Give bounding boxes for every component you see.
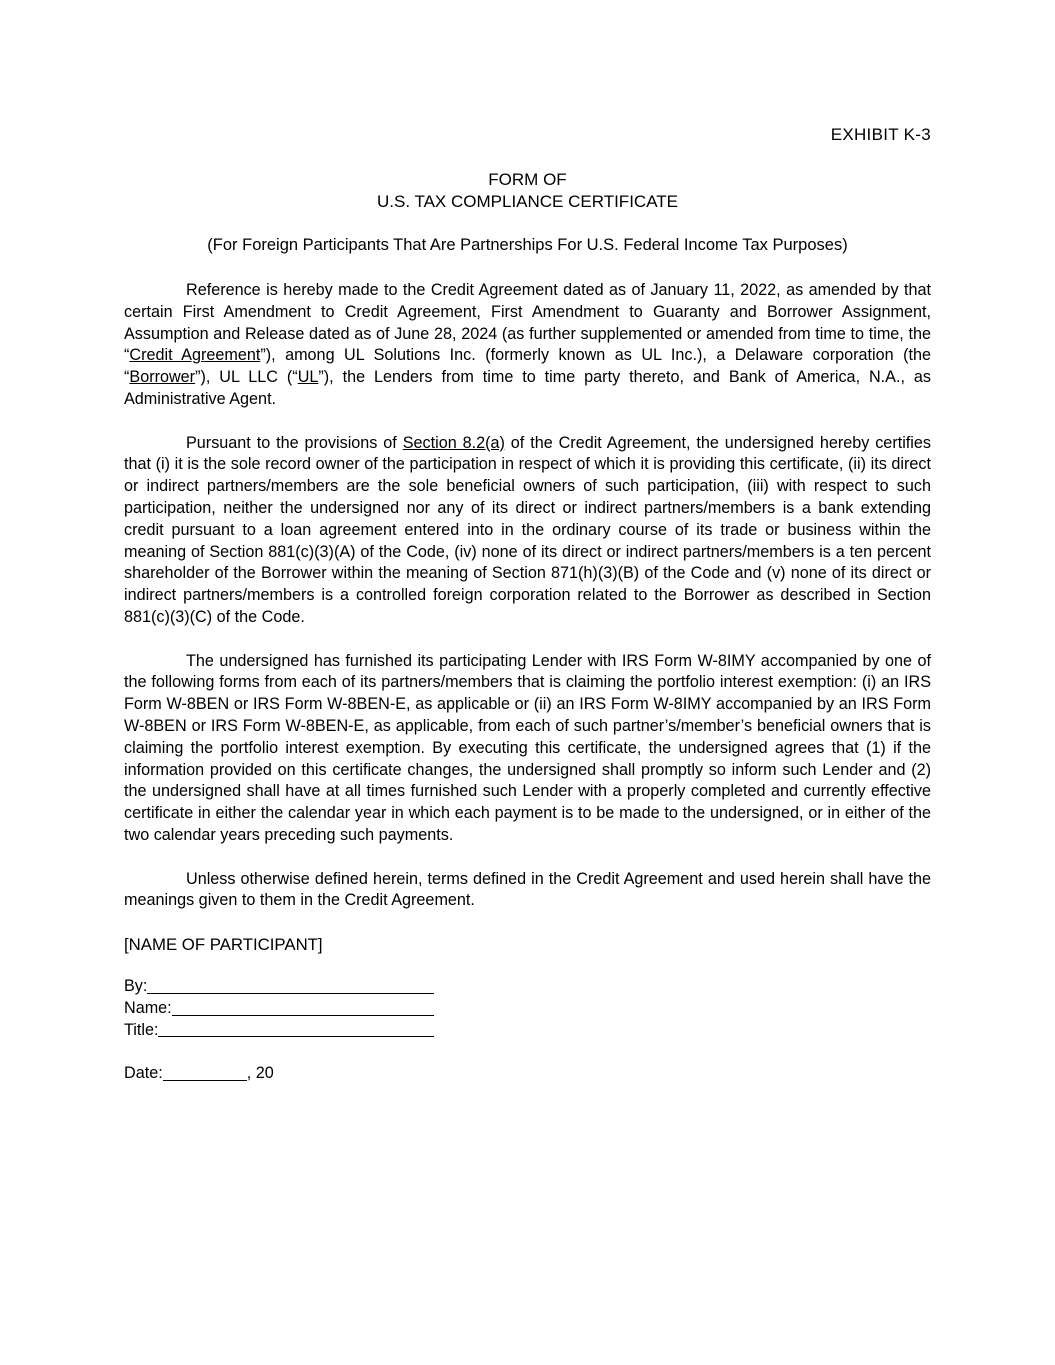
paragraph-reference [124,280,931,411]
date-label: Date: [124,1064,163,1083]
title-blank [158,1035,434,1037]
form-subtitle: (For Foreign Participants That Are Partnerships For U.S. Federal Income Tax Purposes) [207,236,848,254]
defined-term-borrower: Borrower [129,368,196,387]
form-title-line2: U.S. TAX COMPLIANCE CERTIFICATE [376,192,678,211]
para1-text-c: ”), UL LLC (“ [195,368,298,387]
para1-text-d: ”), the Lenders from time to time party thereto, and Bank of America, N.A., as Administrative Agent. [124,368,931,408]
defined-term-ul: UL [297,368,319,387]
exhibit-label: EXHIBIT K-3 [830,125,931,144]
participant-name-placeholder: [NAME OF PARTICIPANT] [124,934,323,954]
date-year-prefix: , 20 [246,1064,274,1083]
para2-text-b: of the Credit Agreement, the undersigned hereby certifies that (i) it is the sole record owner of the participation in respect of which it is providing this certificate, (ii) its direct or indirect partners/members are the sole beneficial owners of such participation, (iii) with respect to such participation, neither the undersigned nor any of its direct or indirect partners/members is a bank extending credit pursuant to a loan agreement entered into in the ordinary course of its trade or business within the meaning of Section 881(c)(3)(A) of the Code, (iv) none of its direct or indirect partners/members is a ten percent shareholder of the Borrower within the meaning of Section 871(h)(3)(B) of the Code and (v) none of its direct or indirect partners/members is a controlled foreign corporation related to the Borrower as described in Section 881(c)(3)(C) of the Code. [124,433,931,626]
section-reference: Section 8.2(a) [402,433,505,452]
para1-text-a: Reference is hereby made to the Credit Agreement dated as of January 11, 2022, as amended by that certain First Amendment to Credit Agreement, First Amendment to Guaranty and Borrower Assignment, Assumption and Release dated as of June 28, 2024 (as further supplemented or amended from time to time, the “ [124,281,931,365]
title-label: Title: [124,1020,159,1039]
name-label: Name: [124,998,172,1017]
defined-term-credit-agreement: Credit Agreement [129,346,261,365]
paragraph-forms: The undersigned has furnished its participating Lender with IRS Form W-8IMY accompanied by one of the following forms from each of its partners/members that is claiming the portfolio interest exemption: (i) an IRS Form W-8BEN or IRS Form W-8BEN-E, as applicable or (ii) an IRS Form W-8IMY accompanied by an IRS Form W-8BEN or IRS Form W-8BEN-E, as applicable, from each of such partner’s/member’s beneficial owners that is claiming the portfolio interest exemption. By executing this certificate, the undersigned agrees that (1) if the information provided on this certificate changes, the undersigned shall promptly so inform such Lender and (2) the undersigned shall have at all times furnished such Lender with a properly completed and currently effective certificate in either the calendar year in which each payment is to be made to the undersigned, or in either of the two calendar years preceding such payments. [124,651,931,844]
document-body [124,280,931,1085]
signature-by-line [124,976,434,998]
paragraph-certification [124,433,931,629]
para1-text-b: ”), among UL Solutions Inc. (formerly known as UL Inc.), a Delaware corporation (the “ [124,346,931,387]
date-line [124,1063,931,1085]
paragraph-definitions: Unless otherwise defined herein, terms defined in the Credit Agreement and used herein shall have the meanings given to them in the Credit Agreement. [124,869,931,910]
by-blank [147,992,434,994]
name-blank [172,1014,434,1016]
by-label: By: [124,976,148,995]
signature-name-line [124,998,434,1020]
date-blank [163,1079,247,1081]
para2-text-a: Pursuant to the provisions of [186,433,403,452]
signature-title-line [124,1020,434,1042]
form-title-line1: FORM OF [488,170,567,189]
